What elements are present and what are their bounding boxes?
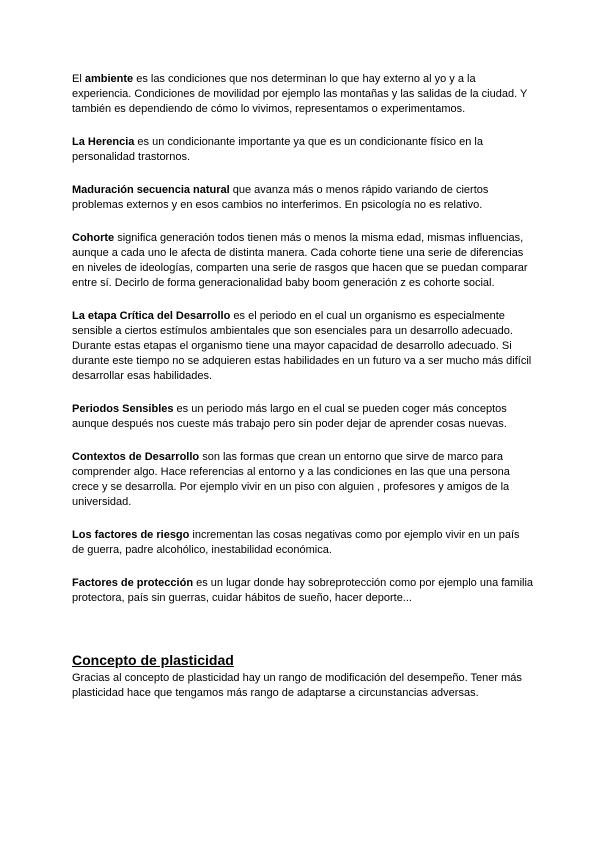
paragraph-periodos-sensibles [72, 402, 534, 432]
paragraph-text: son las formas que crean un entorno que sirve de marco para comprender algo. Hace referencias al entorno y a las condiciones en las que una persona crece y se desarrolla. Por ejemplo vivir en un piso con alguien , profesores y amigos de la universidad. [72, 451, 510, 508]
document-page [72, 72, 534, 701]
paragraph-maduracion [72, 183, 534, 213]
paragraph-contextos [72, 450, 534, 510]
section-title: Concepto de plasticidad [72, 652, 234, 668]
paragraph-factores-proteccion [72, 576, 534, 606]
term-etapa-critica: La etapa Crítica del Desarrollo [72, 310, 231, 322]
paragraph-herencia [72, 135, 534, 165]
paragraph-ambiente [72, 72, 534, 117]
term-factores-proteccion: Factores de protección [72, 577, 194, 589]
term-cohorte: Cohorte [72, 232, 115, 244]
paragraph-text: es las condiciones que nos determinan lo que hay externo al yo y a la experiencia. Condiciones de movilidad por ejemplo las montañas y las salidas de la ciudad. Y también es dependiendo de cómo lo vivimos, representamos o experimentamos. [72, 73, 528, 115]
paragraph-text: es un periodo más largo en el cual se pueden coger más conceptos aunque después nos cueste más trabajo pero sin poder dejar de aprender cosas nuevas. [72, 403, 507, 430]
term-factores-riesgo: Los factores de riesgo [72, 529, 190, 541]
paragraph-factores-riesgo [72, 528, 534, 558]
term-maduracion: Maduración secuencia natural [72, 184, 230, 196]
term-periodos-sensibles: Periodos Sensibles [72, 403, 174, 415]
paragraph-text: incrementan las cosas negativas como por ejemplo vivir en un país de guerra, padre alcohólico, inestabilidad económica. [72, 529, 520, 556]
paragraph-etapa-critica [72, 309, 534, 384]
paragraph-text: es un lugar donde hay sobreprotección como por ejemplo una familia protectora, país sin guerras, cuidar hábitos de sueño, hacer deporte... [72, 577, 534, 604]
paragraph-text: es el periodo en el cual un organismo es especialmente sensible a ciertos estímulos ambientales que son esenciales para un desarrollo adecuado. Durante estas etapas el organismo tiene una mayor capacidad de desarrollo adecuado. Si durante este tiempo no se adquieren estas habilidades en un futuro va a ser mucho más difícil desarrollar esas habilidades. [72, 310, 532, 382]
term-herencia: La Herencia [72, 136, 135, 148]
paragraph-prefix: El [72, 73, 85, 85]
paragraph-text: es un condicionante importante ya que es un condicionante físico en la personalidad trastornos. [72, 136, 483, 163]
term-contextos: Contextos de Desarrollo [72, 451, 200, 463]
paragraph-text: significa generación todos tienen más o menos la misma edad, mismas influencias, aunque a cada uno le afecta de distinta manera. Cada cohorte tiene una serie de diferencias en niveles de ideologías, comparten una serie de rasgos que hacen que se puedan comparar entre sí. Decirlo de forma generacionalidad baby boom generación z es cohorte social. [72, 232, 528, 289]
paragraph-cohorte [72, 231, 534, 291]
term-ambiente: ambiente [84, 73, 134, 85]
section-text: Gracias al concepto de plasticidad hay un rango de modificación del desempeño. Tener más plasticidad hace que tengamos más rango de adaptarse a circunstancias adversas. [72, 672, 522, 699]
paragraph-text: que avanza más o menos rápido variando de ciertos problemas externos y en esos cambios no interferimos. En psicología no es relativo. [72, 184, 489, 211]
